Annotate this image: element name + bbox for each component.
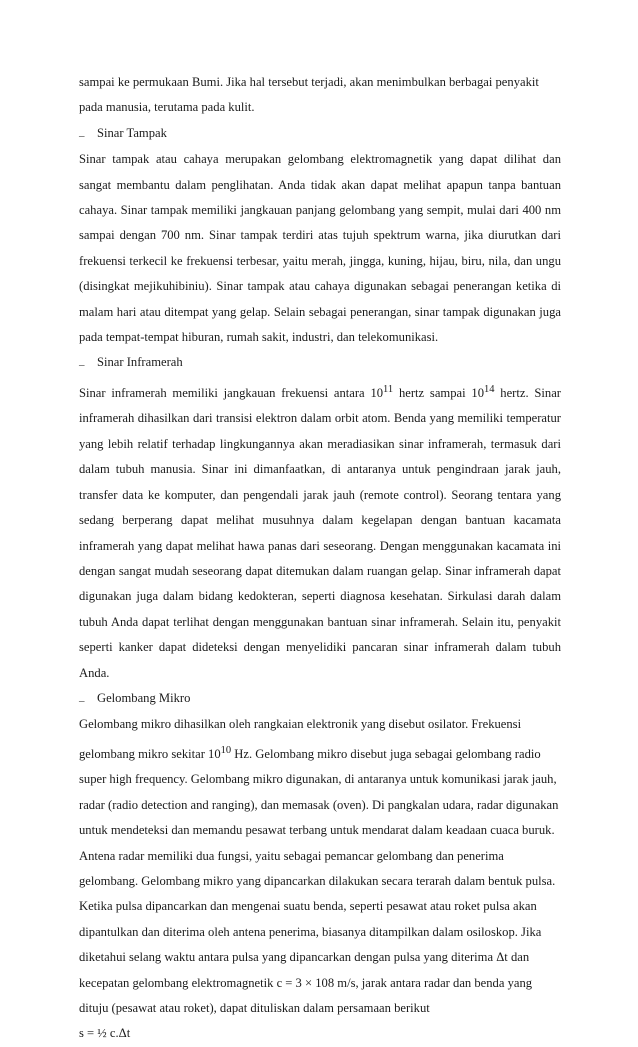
section-body-visible-light — [79, 147, 561, 350]
bullet-dash-icon: – — [79, 129, 85, 142]
infrared-text-part2: hertz sampai 10 — [393, 386, 484, 401]
section-heading-microwave — [79, 686, 561, 712]
infrared-text-part1: Sinar inframerah memiliki jangkauan frekuensi antara 10 — [79, 386, 384, 401]
infrared-exponent-1: 11 — [383, 383, 394, 395]
visible-light-text: Sinar tampak atau cahaya merupakan gelombang elektromagnetik yang dapat dilihat dan sangat membantu dalam penglihatan. Anda tidak akan dapat melihat apapun tanpa bantuan cahaya. Sinar tampak memiliki jangkauan panjang gelombang yang sempit, mulai dari 400 nm sampai dengan 700 nm. Sinar tampak terdiri atas tujuh spektrum warna, jika diurutkan dari frekuensi terkecil ke frekuensi terbesar, yaitu merah, jingga, kuning, hijau, biru, nila, dan ungu (disingkat mejikuhibiniu). Sinar tampak atau cahaya digunakan sebagai penerangan ketika di malam hari atau ditempat yang gelap. Selain sebagai penerangan, sinar tampak digunakan juga pada tempat-tempat hiburan, rumah sakit, industri, dan telekomunikasi. — [79, 152, 561, 345]
section-heading-visible-light — [79, 121, 561, 147]
infrared-text-part3: hertz. Sinar inframerah dihasilkan dari transisi elektron dalam orbit atom. Benda yang memiliki temperatur yang lebih relatif terhadap lingkungannya akan meradiasikan sinar inframerah, termasuk dari dalam tubuh manusia. Sinar ini dimanfaatkan, di antaranya untuk pengindraan jarak jauh, transfer data ke komputer, dan pengendali jarak jauh (remote control). Seorang tentara yang sedang berperang dapat melihat musuhnya dalam kegelapan dengan bantuan kacamata inframerah yang dapat melihat hawa panas dari seseorang. Dengan menggunakan kacamata ini dengan sangat mudah seseorang dapat ditemukan dalam ruangan gelap. Sinar inframerah dapat digunakan juga dalam bidang kedokteran, seperti diagnosa kesehatan. Sirkulasi darah dalam tubuh Anda dapat terlihat dengan menggunakan bantuan sinar inframerah. Selain itu, penyakit seperti kanker dapat dideteksi dengan menyelidiki pancaran sinar inframerah dalam tubuh Anda. — [79, 386, 561, 680]
section-body-infrared — [79, 377, 561, 686]
section-title-microwave: Gelombang Mikro — [97, 690, 191, 705]
section-title-infrared: Sinar Inframerah — [97, 355, 183, 370]
infrared-exponent-2: 14 — [484, 383, 495, 395]
intro-paragraph — [79, 70, 561, 121]
section-body-microwave — [79, 712, 561, 1021]
intro-text: sampai ke permukaan Bumi. Jika hal tersebut terjadi, akan menimbulkan berbagai penyakit pada manusia, terutama pada kulit. — [79, 75, 539, 115]
section-heading-infrared — [79, 350, 561, 376]
bullet-dash-icon: – — [79, 694, 85, 707]
microwave-text-part2: Hz. Gelombang mikro disebut juga sebagai gelombang radio super high frequency. Gelombang mikro digunakan, di antaranya untuk komunikasi jarak jauh, radar (radio detection and ranging), dan memasak (oven). Di pangkalan udara, radar digunakan untuk mendeteksi dan memandu pesawat terbang untuk mendarat dalam keadaan cuaca buruk. Antena radar memiliki dua fungsi, yaitu sebagai pemancar gelombang dan penerima gelombang. Gelombang mikro yang dipancarkan dilakukan secara terarah dalam bentuk pulsa. Ketika pulsa dipancarkan dan mengenai suatu benda, seperti pesawat atau roket pulsa akan dipantulkan dan diterima oleh antena penerima, biasanya ditampilkan dalam osiloskop. Jika diketahui selang waktu antara pulsa yang dipancarkan dengan pulsa yang diterima Δt dan kecepatan gelombang elektromagnetik c = 3 × 108 m/s, jarak antara radar dan benda yang dituju (pesawat atau roket), dapat dituliskan dalam persamaan berikut — [79, 746, 559, 1015]
microwave-exponent: 10 — [220, 744, 232, 756]
distance-formula: s = ½ c.Δt — [79, 1026, 131, 1041]
bullet-dash-icon: – — [79, 359, 85, 372]
document-page — [79, 70, 561, 1047]
microwave-text-part1: Gelombang mikro dihasilkan oleh rangkaian elektronik yang disebut osilator. Frekuensi gelombang mikro sekitar 10 — [79, 717, 522, 761]
section-title-visible-light: Sinar Tampak — [97, 125, 167, 140]
